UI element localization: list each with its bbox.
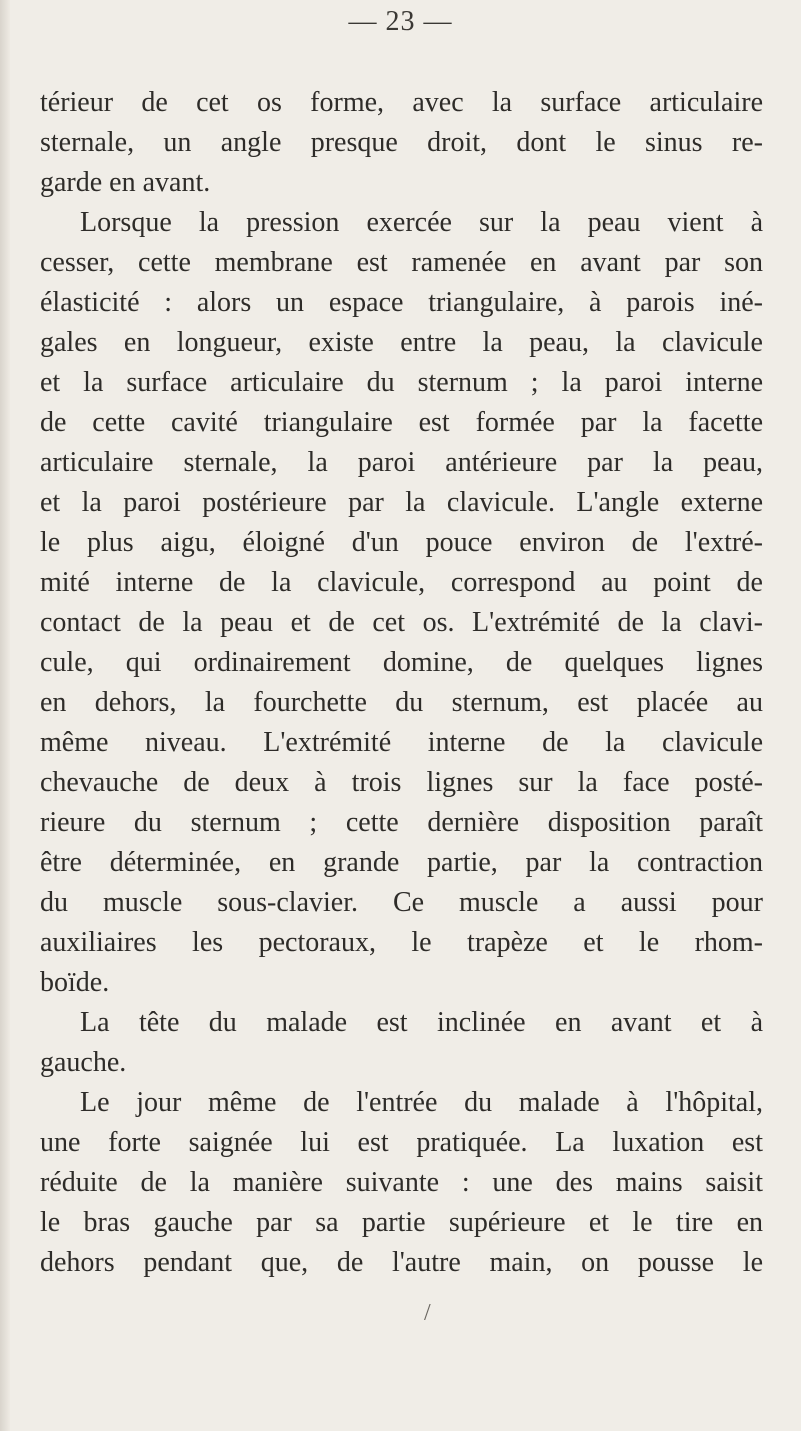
text-line: le bras gauche par sa partie supérieure et le tire en	[40, 1207, 763, 1238]
text-line: térieur de cet os forme, avec la surface articulaire	[40, 87, 763, 118]
text-line: rieure du sternum ; cette dernière disposition paraît	[40, 807, 763, 838]
text-line: élasticité : alors un espace triangulaire, à parois iné-	[40, 287, 763, 318]
text-line: Lorsque la pression exercée sur la peau vient à	[80, 207, 763, 238]
text-line: chevauche de deux à trois lignes sur la face posté-	[40, 767, 763, 798]
text-line: du muscle sous-clavier. Ce muscle a aussi pour	[40, 887, 763, 918]
text-line: même niveau. L'extrémité interne de la clavicule	[40, 727, 763, 758]
text-line: boïde.	[40, 967, 110, 998]
text-line: de cette cavité triangulaire est formée par la facette	[40, 407, 763, 438]
text-line: cesser, cette membrane est ramenée en avant par son	[40, 247, 763, 278]
text-line: sternale, un angle presque droit, dont le sinus re-	[40, 127, 763, 158]
text-line: en dehors, la fourchette du sternum, est placée au	[40, 687, 763, 718]
page-gutter-shadow	[0, 0, 10, 1431]
page-number: — 23 —	[348, 6, 453, 37]
text-line: La tête du malade est inclinée en avant et à	[80, 1007, 763, 1038]
stray-ink-mark: /	[424, 1300, 431, 1326]
text-line: gales en longueur, existe entre la peau, la clavicule	[40, 327, 763, 358]
text-line: garde en avant.	[40, 167, 211, 198]
text-line: le plus aigu, éloigné d'un pouce environ de l'extré-	[40, 527, 763, 558]
text-line: dehors pendant que, de l'autre main, on pousse le	[40, 1247, 763, 1278]
text-line: auxiliaires les pectoraux, le trapèze et le rhom-	[40, 927, 763, 958]
text-line: cule, qui ordinairement domine, de quelques lignes	[40, 647, 763, 678]
text-line: mité interne de la clavicule, correspond au point de	[40, 567, 763, 598]
text-line: gauche.	[40, 1047, 127, 1078]
text-line: être déterminée, en grande partie, par la contraction	[40, 847, 763, 878]
text-line: une forte saignée lui est pratiquée. La luxation est	[40, 1127, 763, 1158]
text-line: et la paroi postérieure par la clavicule. L'angle externe	[40, 487, 763, 518]
text-line: Le jour même de l'entrée du malade à l'hôpital,	[80, 1087, 763, 1118]
text-line: contact de la peau et de cet os. L'extrémité de la clavi-	[40, 607, 763, 638]
text-line: et la surface articulaire du sternum ; la paroi interne	[40, 367, 763, 398]
text-line: articulaire sternale, la paroi antérieure par la peau,	[40, 447, 763, 478]
text-line: réduite de la manière suivante : une des mains saisit	[40, 1167, 763, 1198]
